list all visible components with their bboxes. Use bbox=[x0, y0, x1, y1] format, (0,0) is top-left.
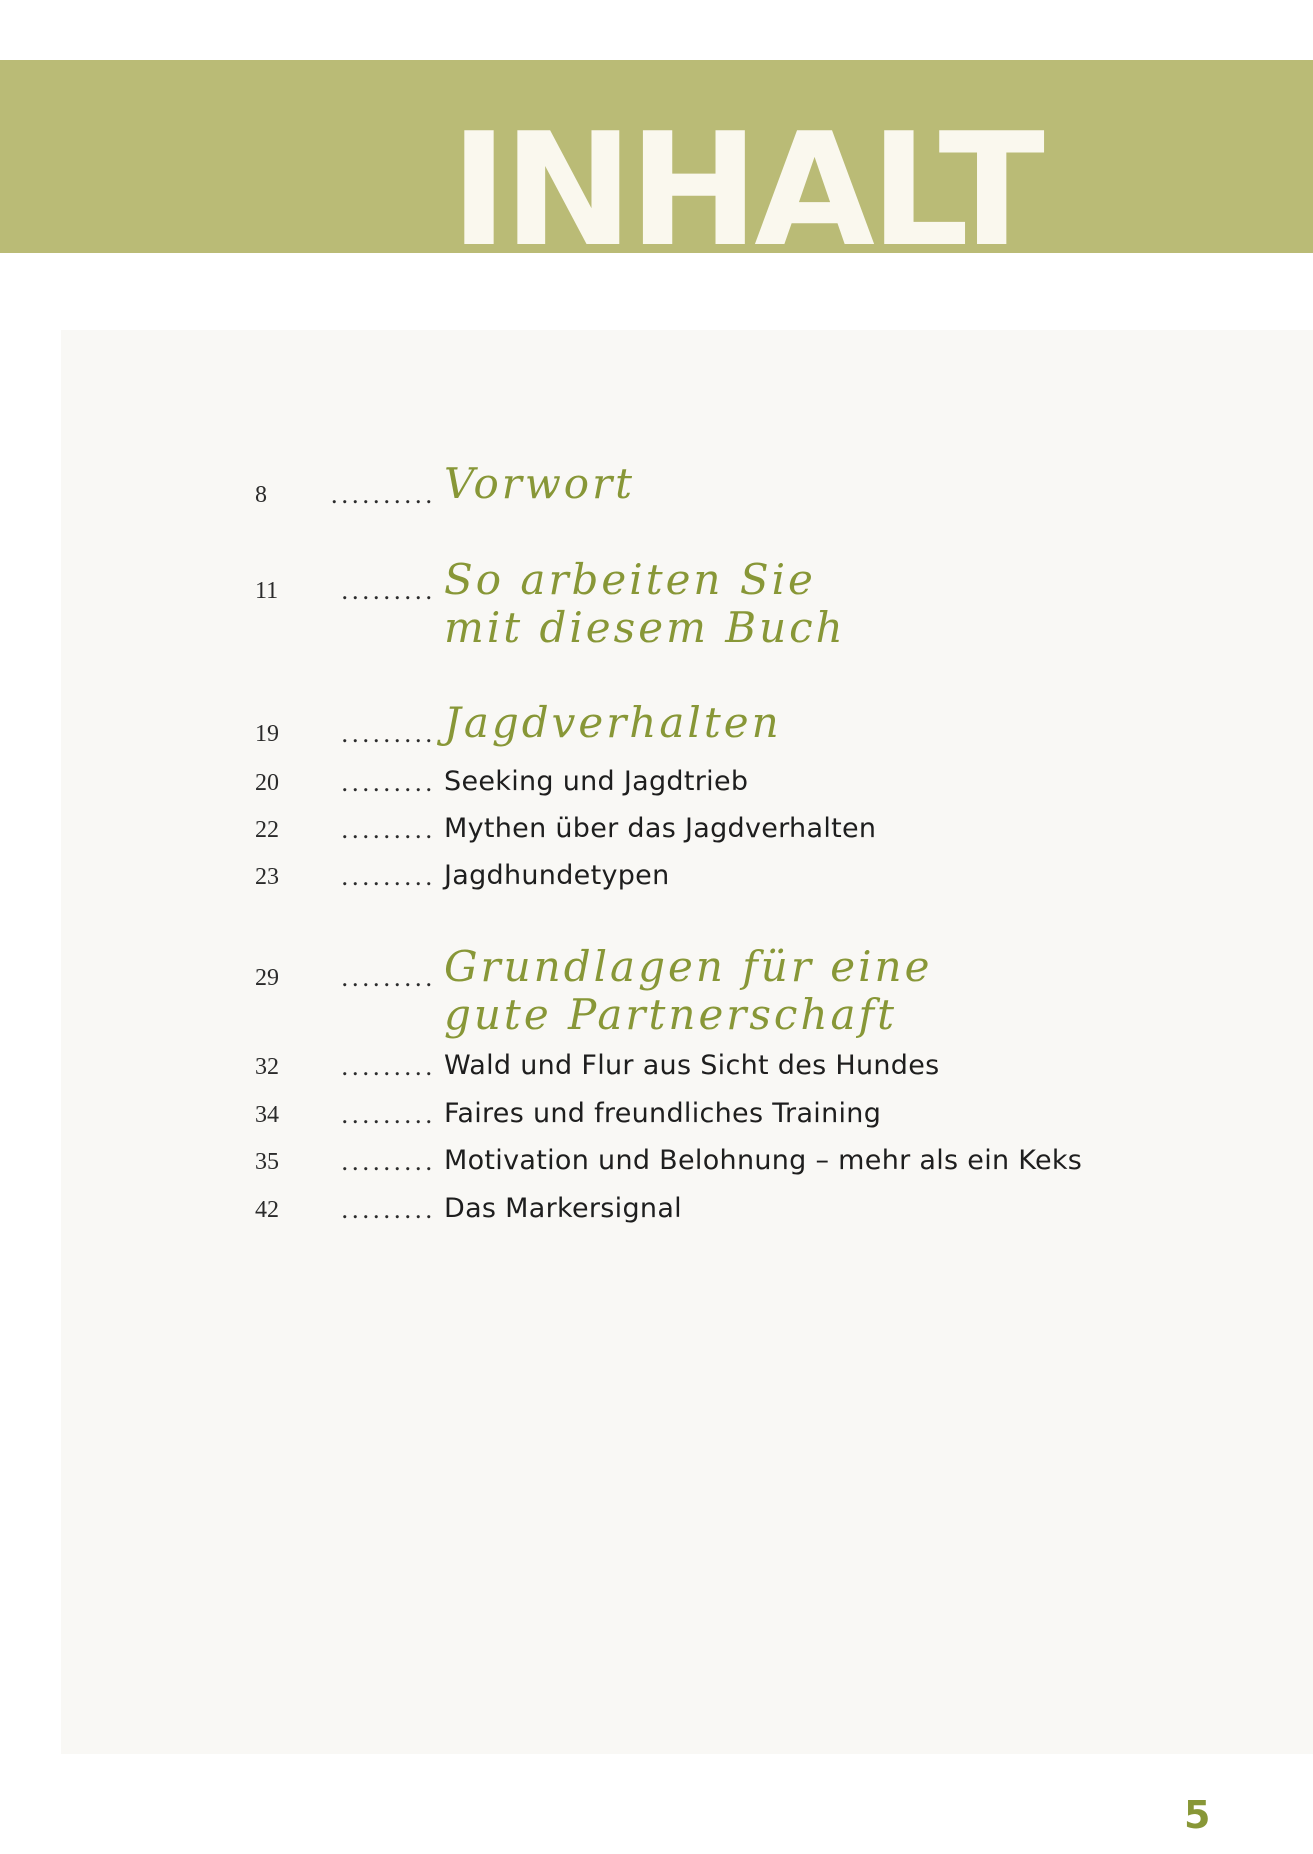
toc-page-number: 11 bbox=[255, 578, 279, 604]
toc-section-label: Mythen über das Jagdverhalten bbox=[444, 813, 877, 844]
toc-chapter-vorwort[interactable] bbox=[0, 460, 1313, 520]
page-number: 5 bbox=[1184, 1793, 1211, 1837]
toc-chapter-title-line1: Vorwort bbox=[444, 459, 636, 508]
toc-chapter-title-line2: gute Partnerschaft bbox=[444, 990, 897, 1039]
toc-page-number: 35 bbox=[255, 1149, 279, 1175]
toc-section-item[interactable] bbox=[0, 860, 1313, 924]
toc-leader-dots: ......... bbox=[341, 576, 436, 605]
toc-section-label: Seeking und Jagdtrieb bbox=[444, 766, 749, 797]
toc-page-number: 8 bbox=[255, 482, 267, 508]
toc-section-label: Faires und freundliches Training bbox=[444, 1098, 882, 1129]
toc-page-number: 22 bbox=[255, 817, 279, 843]
toc-leader-dots: ......... bbox=[341, 1100, 436, 1129]
toc-leader-dots: ......... bbox=[341, 719, 436, 748]
toc-chapter-title bbox=[444, 943, 932, 1039]
toc-section-label: Motivation und Belohnung – mehr als ein Keks bbox=[444, 1145, 1083, 1176]
page-title: INHALT bbox=[450, 99, 1040, 281]
toc-chapter-jagdverhalten[interactable] bbox=[0, 699, 1313, 759]
toc-leader-dots: ......... bbox=[341, 1147, 436, 1176]
toc-page-number: 42 bbox=[255, 1197, 279, 1223]
toc-chapter-title-line1: Jagdverhalten bbox=[444, 698, 782, 747]
toc-page-number: 34 bbox=[255, 1102, 279, 1128]
toc-page-number: 23 bbox=[255, 864, 279, 890]
toc-chapter-so-arbeiten-sie[interactable] bbox=[0, 555, 1313, 652]
toc-leader-dots: ......... bbox=[341, 1052, 436, 1081]
toc-leader-dots: .......... bbox=[331, 480, 436, 509]
toc-page-number: 19 bbox=[255, 721, 279, 747]
toc-chapter-title bbox=[444, 460, 635, 508]
toc-leader-dots: ......... bbox=[341, 1195, 436, 1224]
toc-page-number: 29 bbox=[255, 965, 279, 991]
toc-leader-dots: ......... bbox=[341, 963, 436, 992]
toc-section-item[interactable] bbox=[0, 1193, 1313, 1257]
toc-chapter-title-line1: Grundlagen für eine bbox=[444, 942, 933, 991]
toc-section-label: Das Markersignal bbox=[444, 1193, 682, 1224]
toc-chapter-title-line1: So arbeiten Sie bbox=[444, 555, 816, 604]
toc-section-label: Jagdhundetypen bbox=[444, 860, 670, 891]
toc-chapter-title bbox=[444, 699, 782, 747]
toc-chapter-title-line2: mit diesem Buch bbox=[444, 603, 846, 652]
toc-leader-dots: ......... bbox=[341, 815, 436, 844]
content-panel bbox=[61, 330, 1313, 1754]
toc-leader-dots: ......... bbox=[341, 768, 436, 797]
toc-leader-dots: ......... bbox=[341, 862, 436, 891]
toc-chapter-title bbox=[444, 556, 846, 652]
toc-chapter-grundlagen[interactable] bbox=[0, 942, 1313, 1039]
toc-page-number: 32 bbox=[255, 1054, 279, 1080]
toc-page-number: 20 bbox=[255, 770, 279, 796]
toc-section-label: Wald und Flur aus Sicht des Hundes bbox=[444, 1050, 940, 1081]
